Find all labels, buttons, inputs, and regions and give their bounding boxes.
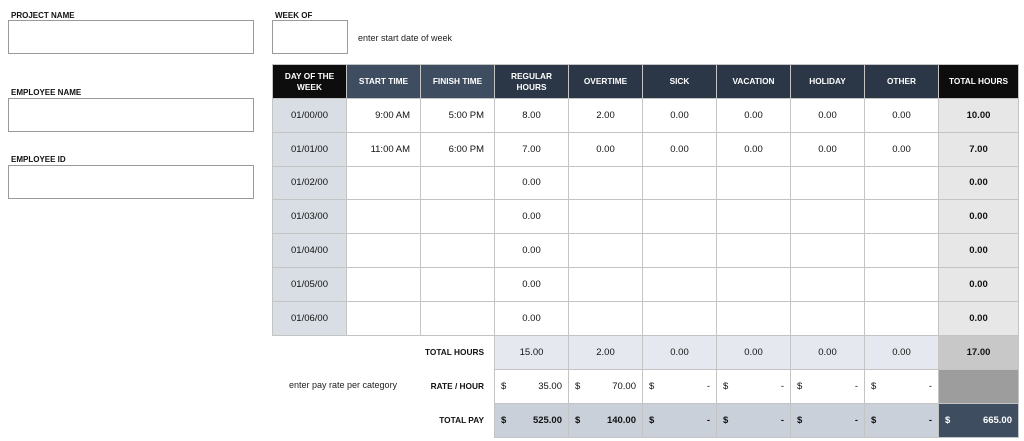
col-header-other: OTHER [865, 65, 939, 99]
total-hours-cell: 0.00 [939, 166, 1019, 200]
currency-symbol: $ [797, 380, 803, 392]
week-of-label: WEEK OF [275, 11, 313, 20]
start-time-cell[interactable] [347, 234, 421, 268]
total-hours-cell: 0.00 [939, 301, 1019, 335]
currency-symbol: $ [649, 380, 655, 392]
rate-sick[interactable] [643, 369, 717, 403]
spacer-cell [347, 335, 421, 369]
other-cell[interactable] [865, 267, 939, 301]
table-row [273, 301, 1019, 335]
employee-name-label: EMPLOYEE NAME [11, 88, 82, 97]
holiday-cell[interactable] [791, 301, 865, 335]
table-header-row [273, 65, 1019, 99]
rate-overtime[interactable] [569, 369, 643, 403]
currency-symbol: $ [797, 414, 803, 426]
currency-symbol: $ [723, 414, 729, 426]
vacation-cell[interactable]: 0.00 [717, 99, 791, 133]
sick-cell[interactable]: 0.00 [643, 99, 717, 133]
start-time-cell[interactable] [347, 301, 421, 335]
total-regular: 15.00 [495, 335, 569, 369]
sick-cell[interactable] [643, 267, 717, 301]
pay-holiday [791, 403, 865, 437]
vacation-cell[interactable] [717, 200, 791, 234]
currency-symbol: $ [871, 414, 877, 426]
sick-cell[interactable] [643, 301, 717, 335]
finish-time-cell[interactable] [421, 166, 495, 200]
day-date-cell: 01/00/00 [273, 99, 347, 133]
table-row [273, 166, 1019, 200]
rate-value: - [928, 380, 932, 392]
vacation-cell[interactable] [717, 301, 791, 335]
col-header-day: DAY OF THE WEEK [273, 65, 347, 99]
sick-cell[interactable] [643, 234, 717, 268]
day-date-cell: 01/01/00 [273, 132, 347, 166]
pay-value: - [780, 414, 784, 426]
regular-hours-cell: 8.00 [495, 99, 569, 133]
spacer-cell [273, 403, 347, 437]
currency-symbol: $ [501, 380, 507, 392]
finish-time-cell[interactable] [421, 234, 495, 268]
finish-time-cell[interactable]: 6:00 PM [421, 132, 495, 166]
grand-total-hours: 17.00 [939, 335, 1019, 369]
vacation-cell[interactable] [717, 234, 791, 268]
regular-hours-cell: 0.00 [495, 301, 569, 335]
table-row [273, 267, 1019, 301]
start-time-cell[interactable] [347, 267, 421, 301]
pay-value: - [854, 414, 858, 426]
pay-value: 140.00 [606, 414, 636, 426]
total-pay-row [273, 403, 1019, 437]
holiday-cell[interactable] [791, 234, 865, 268]
regular-hours-cell: 7.00 [495, 132, 569, 166]
rate-value: - [706, 380, 710, 392]
rate-value: - [854, 380, 858, 392]
spacer-cell [347, 403, 421, 437]
total-hours-cell: 10.00 [939, 99, 1019, 133]
col-header-finish-time: FINISH TIME [421, 65, 495, 99]
sick-cell[interactable]: 0.00 [643, 132, 717, 166]
total-sick: 0.00 [643, 335, 717, 369]
col-header-overtime: OVERTIME [569, 65, 643, 99]
col-header-vacation: VACATION [717, 65, 791, 99]
total-hours-label: TOTAL HOURS [424, 347, 484, 358]
finish-time-cell[interactable]: 5:00 PM [421, 99, 495, 133]
rate-vacation[interactable] [717, 369, 791, 403]
spacer-cell [347, 369, 421, 403]
total-hours-cell: 7.00 [939, 132, 1019, 166]
week-of-input[interactable] [272, 20, 348, 54]
currency-symbol: $ [501, 414, 507, 426]
overtime-cell[interactable] [569, 234, 643, 268]
day-date-cell: 01/06/00 [273, 301, 347, 335]
rate-other[interactable] [865, 369, 939, 403]
pay-rate-hint: enter pay rate per category [289, 380, 398, 390]
currency-symbol: $ [945, 414, 951, 426]
spacer-cell [273, 335, 347, 369]
rate-row [273, 369, 1019, 403]
start-time-cell[interactable] [347, 166, 421, 200]
pay-value: 665.00 [982, 414, 1012, 426]
col-header-regular-hours: REGULAR HOURS [495, 65, 569, 99]
employee-id-label: EMPLOYEE ID [11, 155, 66, 164]
vacation-cell[interactable] [717, 267, 791, 301]
other-cell[interactable] [865, 166, 939, 200]
project-name-input[interactable] [8, 20, 254, 54]
col-header-holiday: HOLIDAY [791, 65, 865, 99]
total-vacation: 0.00 [717, 335, 791, 369]
total-hours-cell: 0.00 [939, 234, 1019, 268]
regular-hours-cell: 0.00 [495, 200, 569, 234]
holiday-cell[interactable] [791, 200, 865, 234]
overtime-cell[interactable]: 2.00 [569, 99, 643, 133]
table-row [273, 132, 1019, 166]
timesheet-table [272, 64, 1019, 438]
overtime-cell[interactable] [569, 301, 643, 335]
other-cell[interactable]: 0.00 [865, 99, 939, 133]
employee-name-input[interactable] [8, 98, 254, 132]
total-pay-label: TOTAL PAY [439, 415, 484, 426]
regular-hours-cell: 0.00 [495, 267, 569, 301]
total-hours-cell: 0.00 [939, 267, 1019, 301]
finish-time-cell[interactable] [421, 301, 495, 335]
project-name-label: PROJECT NAME [11, 11, 75, 20]
spacer-cell [273, 369, 347, 403]
currency-symbol: $ [871, 380, 877, 392]
day-date-cell: 01/02/00 [273, 166, 347, 200]
currency-symbol: $ [575, 414, 581, 426]
rate-regular[interactable] [495, 369, 569, 403]
table-row [273, 234, 1019, 268]
other-cell[interactable] [865, 301, 939, 335]
pay-other [865, 403, 939, 437]
regular-hours-cell: 0.00 [495, 234, 569, 268]
vacation-cell[interactable] [717, 166, 791, 200]
rate-value: 70.00 [612, 380, 636, 392]
week-of-hint: enter start date of week [358, 33, 453, 43]
other-cell[interactable]: 0.00 [865, 132, 939, 166]
holiday-cell[interactable] [791, 166, 865, 200]
employee-id-input[interactable] [8, 165, 254, 199]
day-date-cell: 01/04/00 [273, 234, 347, 268]
rate-label: RATE / HOUR [430, 381, 484, 392]
rate-total-blank [939, 369, 1019, 403]
pay-sick [643, 403, 717, 437]
vacation-cell[interactable]: 0.00 [717, 132, 791, 166]
holiday-cell[interactable]: 0.00 [791, 132, 865, 166]
overtime-cell[interactable] [569, 166, 643, 200]
pay-vacation [717, 403, 791, 437]
pay-overtime [569, 403, 643, 437]
overtime-cell[interactable] [569, 200, 643, 234]
rate-value: - [780, 380, 784, 392]
other-cell[interactable] [865, 200, 939, 234]
grand-total-pay [939, 403, 1019, 437]
start-time-cell[interactable]: 9:00 AM [347, 99, 421, 133]
day-date-cell: 01/05/00 [273, 267, 347, 301]
pay-value: - [928, 414, 932, 426]
currency-symbol: $ [575, 380, 581, 392]
start-time-cell[interactable]: 11:00 AM [347, 132, 421, 166]
table-row [273, 99, 1019, 133]
total-overtime: 2.00 [569, 335, 643, 369]
start-time-cell[interactable] [347, 200, 421, 234]
overtime-cell[interactable]: 0.00 [569, 132, 643, 166]
pay-value: 525.00 [532, 414, 562, 426]
col-header-start-time: START TIME [347, 65, 421, 99]
sick-cell[interactable] [643, 200, 717, 234]
day-date-cell: 01/03/00 [273, 200, 347, 234]
total-other: 0.00 [865, 335, 939, 369]
rate-value: 35.00 [538, 380, 562, 392]
finish-time-cell[interactable] [421, 200, 495, 234]
pay-regular [495, 403, 569, 437]
total-hours-cell: 0.00 [939, 200, 1019, 234]
total-hours-row [273, 335, 1019, 369]
sick-cell[interactable] [643, 166, 717, 200]
regular-hours-cell: 0.00 [495, 166, 569, 200]
currency-symbol: $ [649, 414, 655, 426]
pay-value: - [706, 414, 710, 426]
total-holiday: 0.00 [791, 335, 865, 369]
rate-holiday[interactable] [791, 369, 865, 403]
overtime-cell[interactable] [569, 267, 643, 301]
holiday-cell[interactable] [791, 267, 865, 301]
col-header-sick: SICK [643, 65, 717, 99]
col-header-total-hours: TOTAL HOURS [939, 65, 1019, 99]
other-cell[interactable] [865, 234, 939, 268]
finish-time-cell[interactable] [421, 267, 495, 301]
table-row [273, 200, 1019, 234]
currency-symbol: $ [723, 380, 729, 392]
holiday-cell[interactable]: 0.00 [791, 99, 865, 133]
